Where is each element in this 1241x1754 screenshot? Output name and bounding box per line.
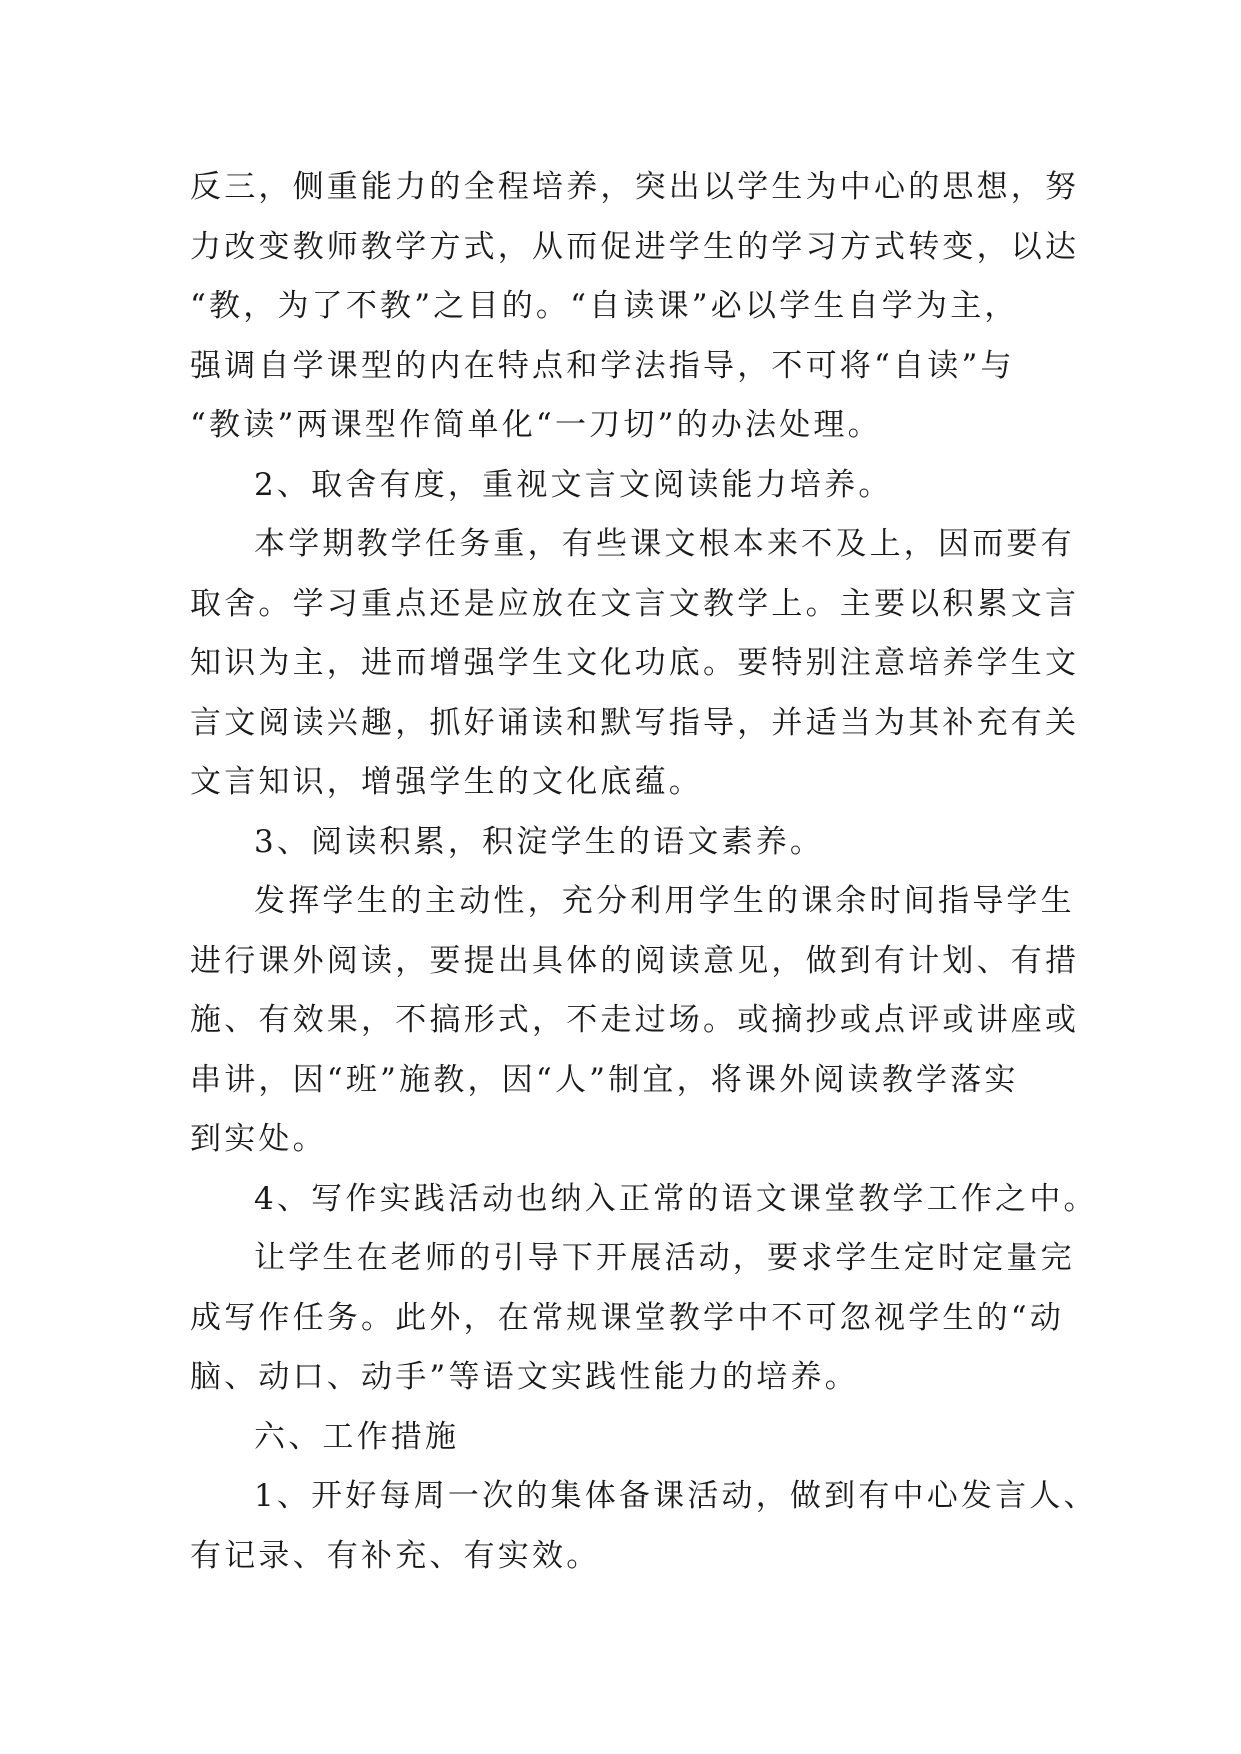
paragraph-continuation: [190, 158, 1080, 456]
text-line: 本学期教学任务重，有些课文根本来不及上，因而要有: [254, 526, 1075, 562]
text-line: 强调自学课型的内在特点和学法指导，不可将“自读”与: [190, 347, 1015, 384]
text-line: 串讲，因“班”施教，因“人”制宜，将课外阅读教学落实: [190, 1061, 1019, 1098]
text-line: 进行课外阅读，要提出具体的阅读意见，做到有计划、有措: [190, 942, 1080, 979]
text-line: 4、写作实践活动也纳入正常的语文课堂教学工作之中。: [254, 1180, 1098, 1217]
text-line: 反三，侧重能力的全程培养，突出以学生为中心的思想，努: [190, 169, 1080, 205]
section-heading-2: [190, 456, 1070, 516]
paragraph-4-body: [190, 1229, 1075, 1408]
paragraph-3-body: [190, 872, 1080, 1170]
text-line: “教读”两课型作简单化“一刀切”的办法处理。: [190, 407, 882, 443]
text-line: 六、工作措施: [254, 1418, 460, 1455]
text-line: 知识为主，进而增强学生文化功底。要特别注意培养学生文: [190, 645, 1080, 681]
section-heading-4: [190, 1170, 1098, 1230]
text-line: 力改变教师教学方式，从而促进学生的学习方式转变，以达: [190, 228, 1080, 265]
text-line: 取舍。学习重点还是应放在文言文教学上。主要以积累文言: [190, 585, 1080, 622]
section-heading-six: [190, 1408, 1070, 1468]
text-line: 发挥学生的主动性，充分利用学生的课余时间指导学生: [254, 883, 1075, 919]
text-line: 成写作任务。此外，在常规课堂教学中不可忽视学生的“动: [190, 1299, 1065, 1336]
text-line: 脑、动口、动手”等语文实践性能力的培养。: [190, 1359, 859, 1395]
text-line: 有记录、有补充、有实效。: [190, 1537, 601, 1574]
section-heading-3: [190, 813, 1070, 873]
text-line: 施、有效果，不搞形式，不走过场。或摘抄或点评或讲座或: [190, 1002, 1080, 1038]
text-line: 到实处。: [190, 1121, 327, 1157]
paragraph-2-body: [190, 515, 1080, 813]
text-line: 文言知识，增强学生的文化底蕴。: [190, 764, 703, 800]
text-line: 让学生在老师的引导下开展活动，要求学生定时定量完: [254, 1240, 1075, 1276]
document-body: [190, 158, 1098, 1586]
text-line: 3、阅读积累，积淀学生的语文素养。: [254, 823, 825, 860]
text-line: 1、开好每周一次的集体备课活动，做到有中心发言人、: [254, 1478, 1098, 1514]
text-line: 2、取舍有度，重视文言文阅读能力培养。: [254, 466, 893, 503]
text-line: “教，为了不教”之目的。“自读课”必以学生自学为主，: [190, 288, 1019, 324]
text-line: 言文阅读兴趣，抓好诵读和默写指导，并适当为其补充有关: [190, 704, 1080, 741]
paragraph-six-1: [190, 1467, 1098, 1586]
